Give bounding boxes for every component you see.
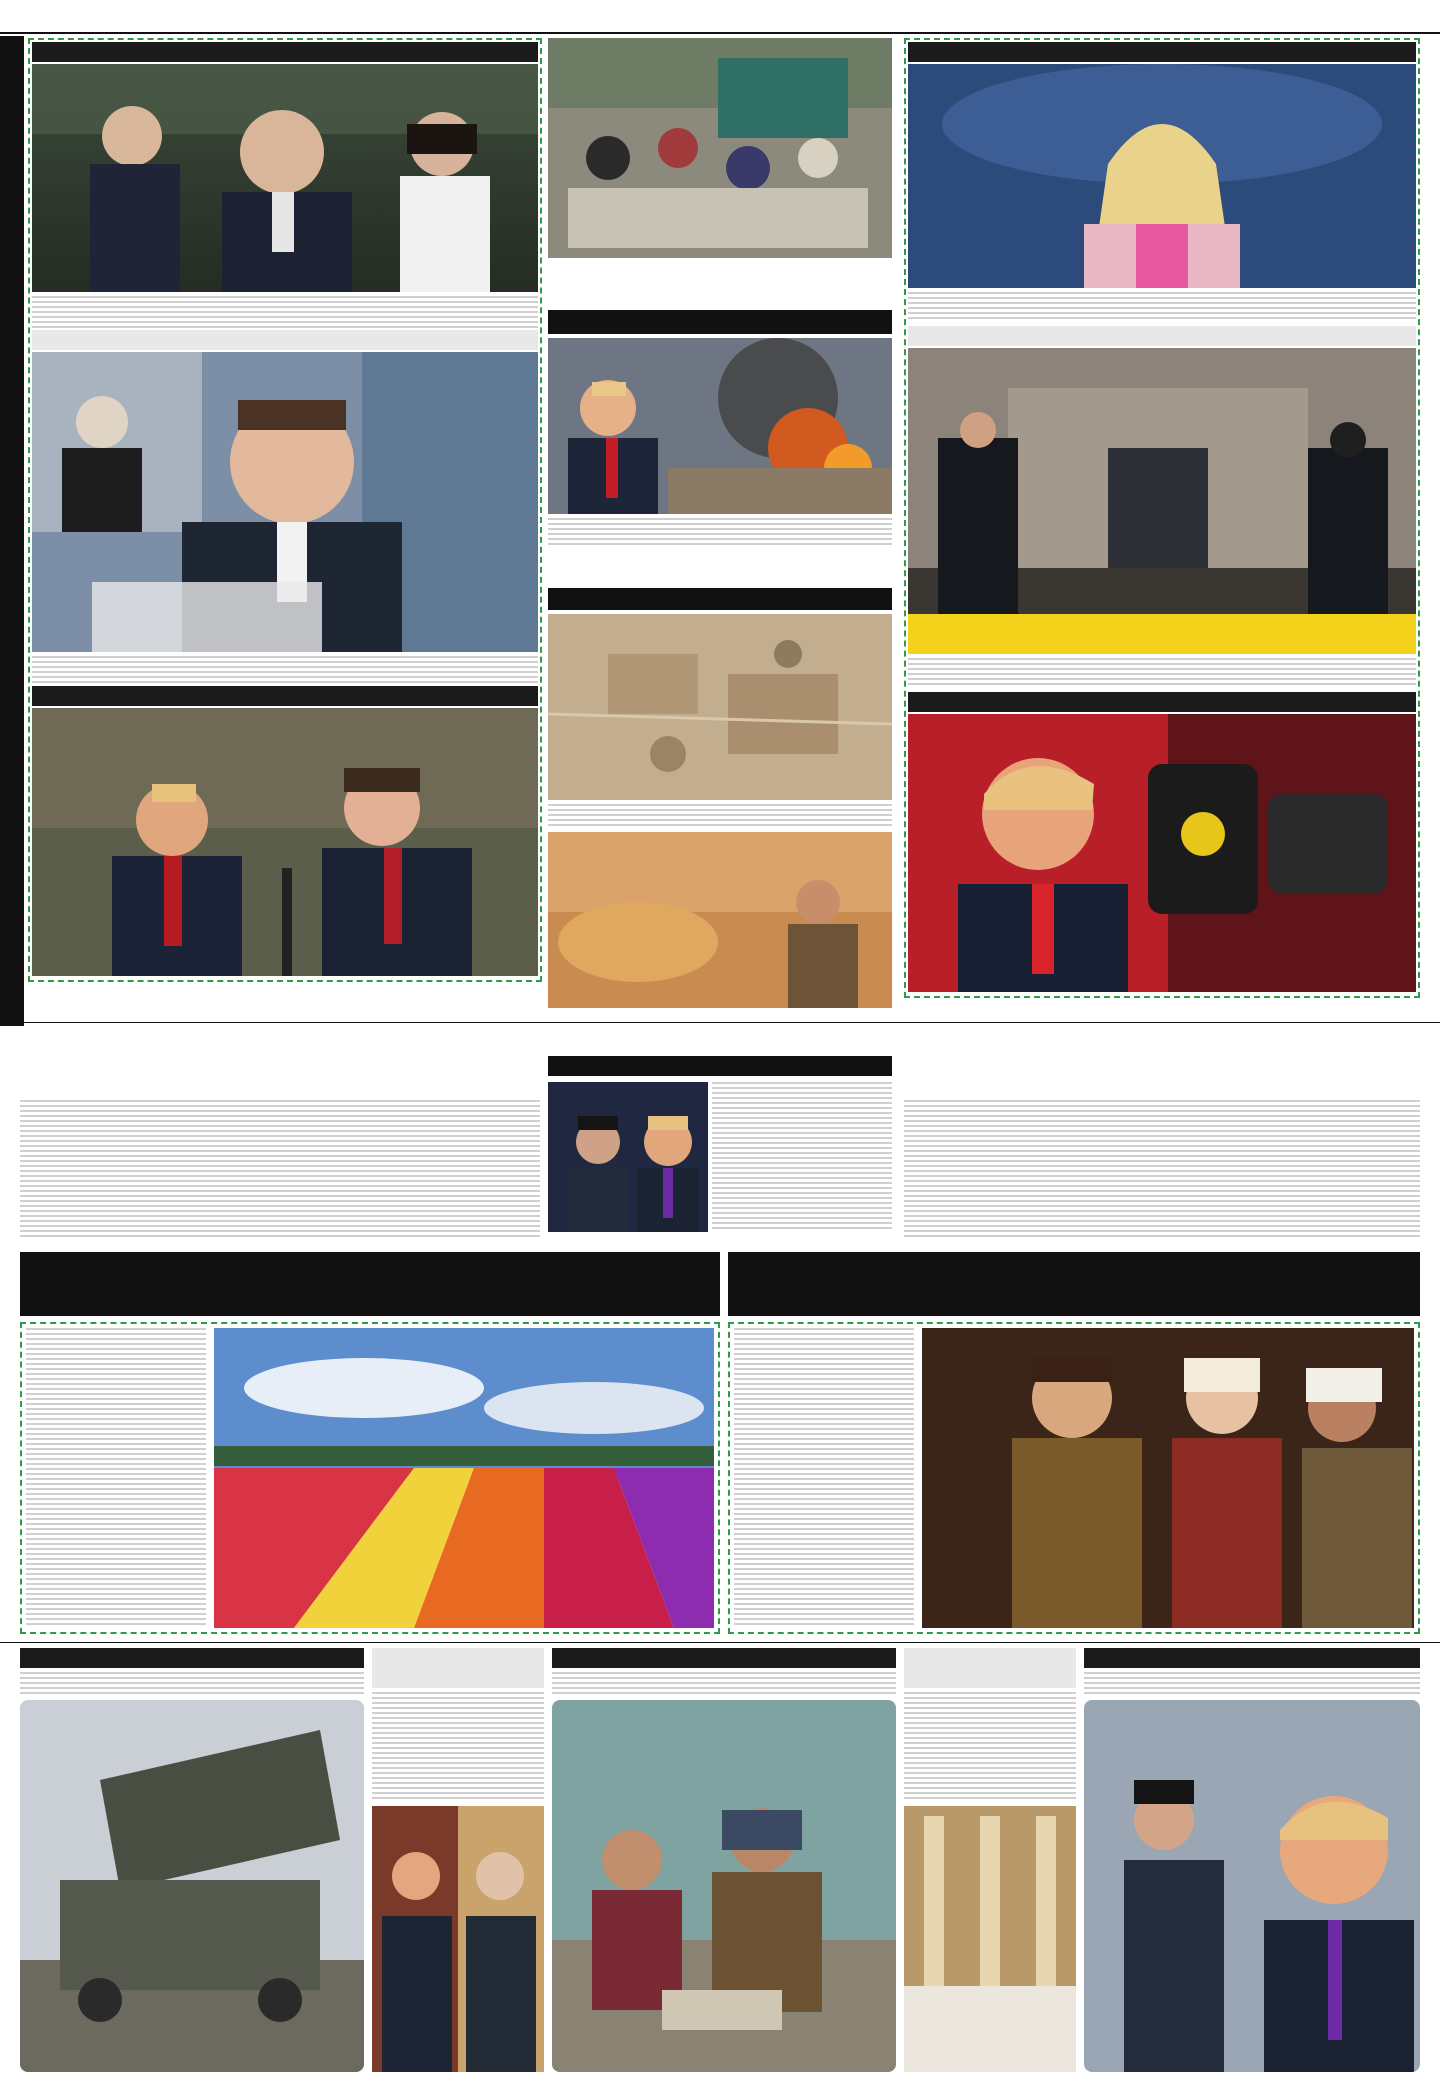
story-body-weapons xyxy=(20,1672,364,1696)
story-body-russia xyxy=(904,1100,1420,1240)
imprint-spine xyxy=(0,36,24,1026)
photo-haram-worshippers-art xyxy=(904,1806,1076,2072)
photo-satellite-image-art xyxy=(548,614,892,800)
photo-renaissance-painting-art xyxy=(922,1328,1414,1628)
subhead-military-access xyxy=(548,588,892,610)
story-caption-itikaf xyxy=(904,1648,1076,1688)
photo-white-house-press xyxy=(908,64,1416,288)
photo-trump-oil-art xyxy=(908,714,1416,992)
photo-afghan-family xyxy=(552,1700,896,2072)
photo-chinese-envoy-art xyxy=(32,64,538,292)
story-body-china xyxy=(32,296,538,328)
story-caption-consulate xyxy=(908,326,1416,346)
photo-satellite-image xyxy=(548,614,892,800)
photo-trump-putin-art xyxy=(372,1806,544,2072)
story-caption-iran-threat xyxy=(32,330,538,350)
photo-missile-launcher-art xyxy=(20,1700,364,2072)
story-body-us-plan xyxy=(1084,1672,1420,1696)
story-caption-oil-price xyxy=(908,692,1416,712)
masthead-rule xyxy=(0,32,1440,34)
story-body-satellite xyxy=(548,804,892,828)
photo-us-officials-art xyxy=(32,708,538,976)
subline-venezuela-model xyxy=(548,1056,892,1076)
story-caption-white-house xyxy=(908,42,1416,62)
story-caption-putin-advice xyxy=(372,1648,544,1688)
photo-trump-explosion xyxy=(548,338,892,514)
photo-white-house-press-art xyxy=(908,64,1416,288)
story-body-status xyxy=(734,1328,914,1628)
photo-afghan-family-art xyxy=(552,1700,896,2072)
photo-tulip-fields-art xyxy=(214,1328,714,1628)
photo-cleric-and-trump-art xyxy=(1084,1700,1420,2072)
story-body-famine xyxy=(552,1672,896,1696)
photo-lahore-traffic xyxy=(548,38,892,258)
story-caption-famine-risk xyxy=(552,1648,896,1668)
photo-samosa-vendor-art xyxy=(548,832,892,1008)
story-body-venezuela xyxy=(712,1082,892,1232)
story-caption-us-plan-failed xyxy=(1084,1648,1420,1668)
banner-people-status xyxy=(728,1252,1420,1316)
photo-renaissance-painting xyxy=(922,1328,1414,1628)
photo-chinese-envoy xyxy=(32,64,538,292)
photo-haram-worshippers xyxy=(904,1806,1076,2072)
photo-trump-oil xyxy=(908,714,1416,992)
story-body-putin xyxy=(372,1692,544,1800)
photo-trump-putin xyxy=(372,1806,544,2072)
story-body-flowers xyxy=(26,1328,206,1628)
mid-rule-top xyxy=(0,1022,1440,1023)
photo-missile-launcher xyxy=(20,1700,364,2072)
photo-cleric-and-trump xyxy=(1084,1700,1420,2072)
photo-cleric-trump xyxy=(548,1082,708,1232)
photo-tulip-fields xyxy=(214,1328,714,1628)
photo-us-officials xyxy=(32,708,538,976)
story-body-itikaf xyxy=(904,1692,1076,1800)
photo-consulate-police xyxy=(908,348,1416,654)
story-body-iran-threat xyxy=(32,656,538,684)
subhead-trump-condition xyxy=(548,310,892,334)
story-body-consulate xyxy=(908,658,1416,688)
photo-iranian-official-art xyxy=(32,352,538,652)
photo-consulate-police-art xyxy=(908,348,1416,654)
story-body-trump xyxy=(548,518,892,548)
story-body-white-house xyxy=(908,292,1416,322)
banner-flower-season xyxy=(20,1252,720,1316)
bottom-rule-top xyxy=(0,1642,1440,1643)
photo-lahore-traffic-art xyxy=(548,38,892,258)
story-caption-weapons-cost xyxy=(20,1648,364,1668)
story-body-gulf xyxy=(20,1100,540,1240)
story-caption-us-threat xyxy=(32,686,538,706)
photo-cleric-trump-art xyxy=(548,1082,708,1232)
photo-iranian-official xyxy=(32,352,538,652)
story-caption-china xyxy=(32,42,538,62)
photo-samosa-vendor xyxy=(548,832,892,1008)
photo-trump-explosion-art xyxy=(548,338,892,514)
